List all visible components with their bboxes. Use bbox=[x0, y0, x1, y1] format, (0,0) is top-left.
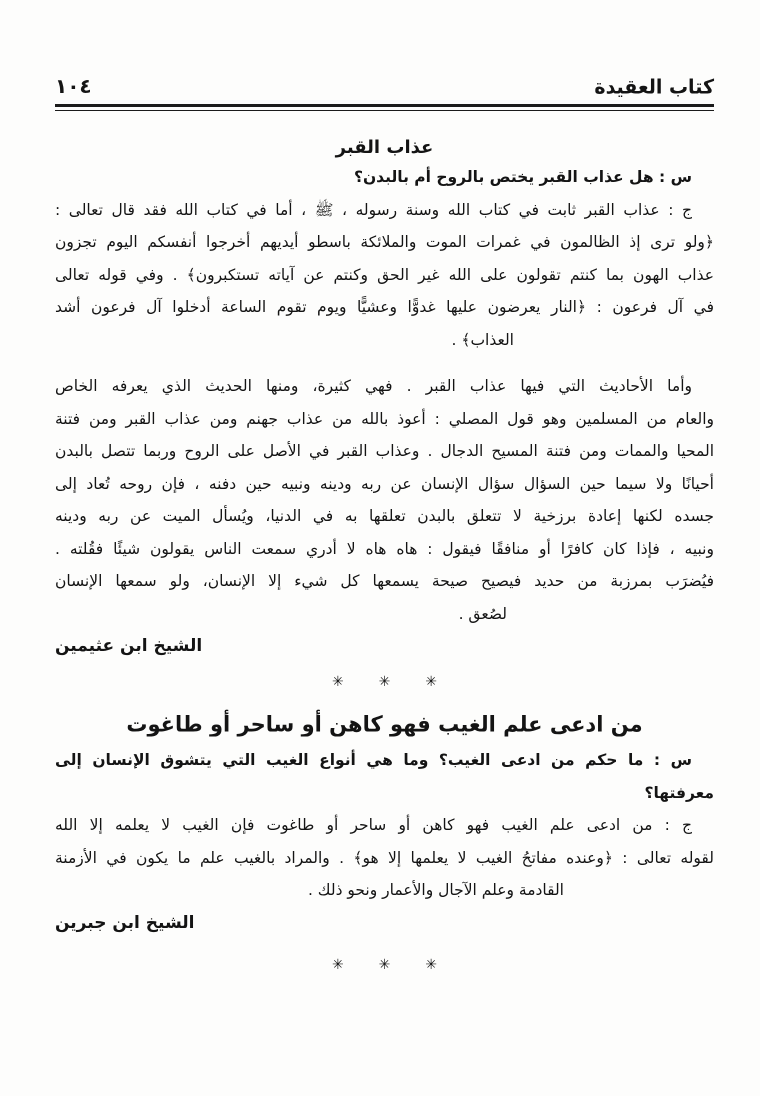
text-line: عذاب الهون بما كنتم تقولون على الله غير الحق وكنتم عن آياته تستكبرون﴾ . وفي قوله تعالى bbox=[55, 265, 714, 284]
header-double-rule bbox=[55, 104, 714, 111]
section-heading: من ادعى علم الغيب فهو كاهن أو ساحر أو طاغوت bbox=[126, 711, 643, 737]
section-heading: عذاب القبر bbox=[335, 137, 434, 158]
paragraph bbox=[55, 194, 714, 357]
page-header bbox=[0, 0, 760, 98]
text-line: لقوله تعالى : ﴿وعنده مفاتحُ الغيب لا يعلمها إلا هو﴾ . والمراد بالغيب علم ما يكون في الأزمنة bbox=[55, 848, 714, 867]
text-line: س : هل عذاب القبر يختص بالروح أم بالبدن؟ bbox=[353, 168, 692, 186]
text-line: س : ما حكم من ادعى الغيب؟ وما هي أنواع الغيب التي يتشوق الإنسان إلى معرفتها؟ bbox=[55, 751, 714, 802]
paragraph bbox=[55, 161, 714, 194]
text-line: أحيانًا ولا سيما حين السؤال سؤال الإنسان عن ربه ودينه ونبيه حين دفنه ، فإن روحه تُعاد إلى bbox=[55, 474, 714, 493]
text-line: ج : من ادعى علم الغيب فهو كاهن أو ساحر أو طاغوت فإن الغيب لا يعلمه إلا الله bbox=[55, 816, 692, 834]
text-line: في آل فرعون : ﴿النار يعرضون عليها غدوًّا وعشيًّا ويوم تقوم الساعة أدخلوا آل فرعون أشد bbox=[55, 298, 714, 316]
text-line: لصُعق . bbox=[458, 604, 507, 623]
text-line: المحيا والممات ومن فتنة المسيح الدجال . وعذاب القبر في الأصل على الروح وربما تتصل بالبدن bbox=[55, 442, 714, 460]
text-line: فيُضرَب بمرزبة من حديد فيصيح صيحة يسمعها كل شيء إلا الإنسان، ولو سمعها الإنسان bbox=[55, 572, 714, 590]
text-line: ﴿ولو ترى إذ الظالمون في غمرات الموت والملائكة باسطو أيديهم أخرجوا أنفسكم اليوم تجزون bbox=[55, 233, 714, 251]
page-body bbox=[55, 135, 714, 978]
section-separator: ✳ ✳ ✳ bbox=[332, 674, 437, 690]
page-number: ١٠٤ bbox=[55, 74, 92, 98]
paragraph bbox=[55, 744, 714, 809]
text-line: وأما الأحاديث التي فيها عذاب القبر . فهي كثيرة، ومنها الحديث الذي يعرفه الخاص bbox=[55, 377, 692, 395]
paragraph bbox=[55, 370, 714, 630]
section-separator: ✳ ✳ ✳ bbox=[332, 956, 437, 973]
author-signature: الشيخ ابن عثيمين bbox=[55, 636, 203, 656]
text-line: ج : عذاب القبر ثابت في كتاب الله وسنة رسوله ، ﷺ ، أما في كتاب الله فقد قال تعالى : bbox=[55, 200, 692, 219]
book-title: كتاب العقيدة bbox=[594, 75, 714, 99]
text-line: والعام من المسلمين وهو قول المصلي : أعوذ بالله من عذاب جهنم ومن عذاب القبر ومن فتنة bbox=[55, 409, 714, 428]
text-line: العذاب﴾ . bbox=[451, 330, 514, 349]
text-line: جسده لكنها إعادة برزخية لا تتعلق بالبدن تعلقها به في الدنيا، ويُسأل الميت عن ربه ودينه bbox=[55, 507, 714, 525]
text-line: ونبيه ، فإذا كان كافرًا أو منافقًا فيقول : هاه هاه لا أدري سمعت الناس يقولون شيئًا فقُلته . bbox=[55, 539, 714, 558]
author-signature: الشيخ ابن جبرين bbox=[55, 912, 195, 933]
paragraph bbox=[55, 809, 714, 907]
text-line: القادمة وعلم الآجال والأعمار ونحو ذلك . bbox=[307, 881, 564, 899]
